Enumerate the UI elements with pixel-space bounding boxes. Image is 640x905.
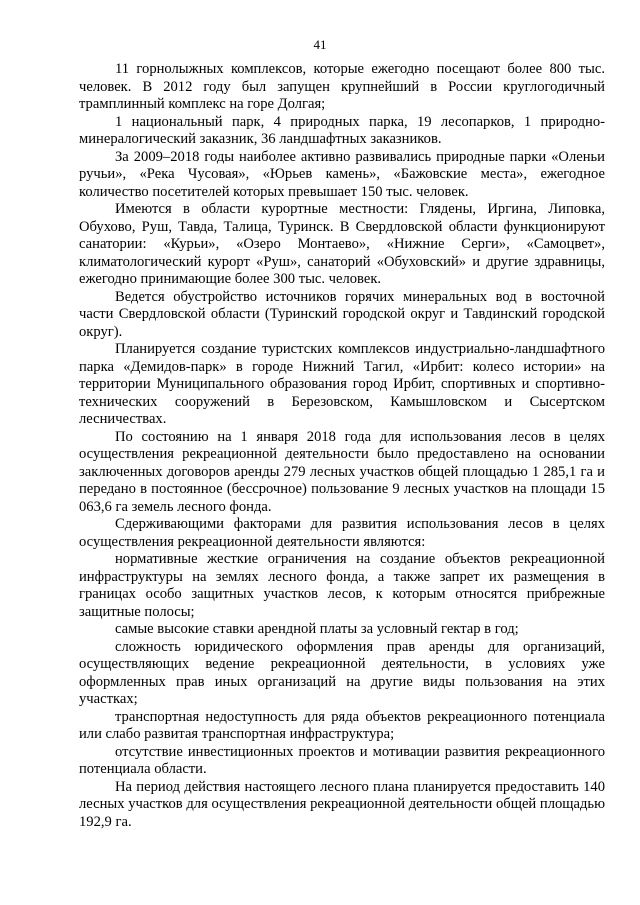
paragraph-protected-areas: 1 национальный парк, 4 природных парка, 19 лесопарков, 1 природно-минералогический заказник, 36 ландшафтных заказников. [79, 113, 605, 147]
list-item-investment-projects: отсутствие инвестиционных проектов и мотивации развития рекреационного потенциала области. [79, 743, 605, 777]
list-item-transport-access: транспортная недоступность для ряда объектов рекреационного потенциала или слабо развитая транспортная инфраструктура; [79, 708, 605, 742]
paragraph-constraining-factors: Сдерживающими факторами для развития использования лесов в целях осуществления рекреационной деятельности являются: [79, 516, 605, 550]
page-number: 41 [313, 37, 327, 52]
list-item-regulatory-restrictions: нормативные жесткие ограничения на создание объектов рекреационной инфраструктуры на землях лесного фонда, а также запрет их размещения в границах особо защитных участков лесов, к которым относятся прибрежные защитные полосы; [79, 551, 605, 620]
paragraph-forest-lease-status: По состоянию на 1 января 2018 года для использования лесов в целях осуществления рекреационной деятельности было предоставлено на основании заключенных договоров аренды 279 лесных участков общей площадью 1 285,1 га и передано в постоянное (бессрочное) пользование 9 лесных участков на площади 15 063,6 га земель лесного фонда. [79, 428, 605, 515]
paragraph-plan-period: На период действия настоящего лесного плана планируется предоставить 140 лесных участков для осуществления рекреационной деятельности общей площадью 192,9 га. [79, 778, 605, 830]
paragraph-nature-parks: За 2009–2018 годы наиболее активно развивались природные парки «Оленьи ручьи», «Река Чусовая», «Юрьев камень», «Бажовские места», ежегодное количество посетителей которых превышает 150 тыс. человек. [79, 148, 605, 200]
paragraph-resorts: Имеются в области курортные местности: Глядены, Иргина, Липовка, Обухово, Руш, Тавда, Талица, Туринск. В Свердловской области функционируют санатории: «Курьи», «Озеро Монтаево», «Нижние Серги», «Самоцвет», климатологический курорт «Руш», санаторий «Обуховский» и другие здравницы, ежегодно принимающие более 300 тыс. человек. [79, 201, 605, 287]
paragraph-ski-complexes: 11 горнолыжных комплексов, которые ежегодно посещают более 800 тыс. человек. В 2012 году был запущен крупнейший в России круглогодичный трамплинный комплекс на горе Долгая; [79, 61, 605, 112]
paragraph-mineral-waters: Ведется обустройство источников горячих минеральных вод в восточной части Свердловской области (Туринский городской округ и Тавдинский городской округ). [79, 288, 605, 340]
document-body [79, 61, 605, 831]
paragraph-tourist-complexes: Планируется создание туристских комплексов индустриально-ландшафтного парка «Демидов-парк» в городе Нижний Тагил, «Ирбит: колесо истории» на территории Муниципального образования город Ирбит, спортивных и спортивно-технических сооружений в Березовском, Камышловском и Сысертском лесничествах. [79, 341, 605, 427]
list-item-rental-rates: самые высокие ставки арендной платы за условный гектар в год; [115, 621, 519, 637]
list-item-legal-complexity: сложность юридического оформления прав аренды для организаций, осуществляющих ведение рекреационной деятельности, в условиях уже оформленных прав иных организаций на другие виды пользования на этих участках; [79, 638, 605, 707]
